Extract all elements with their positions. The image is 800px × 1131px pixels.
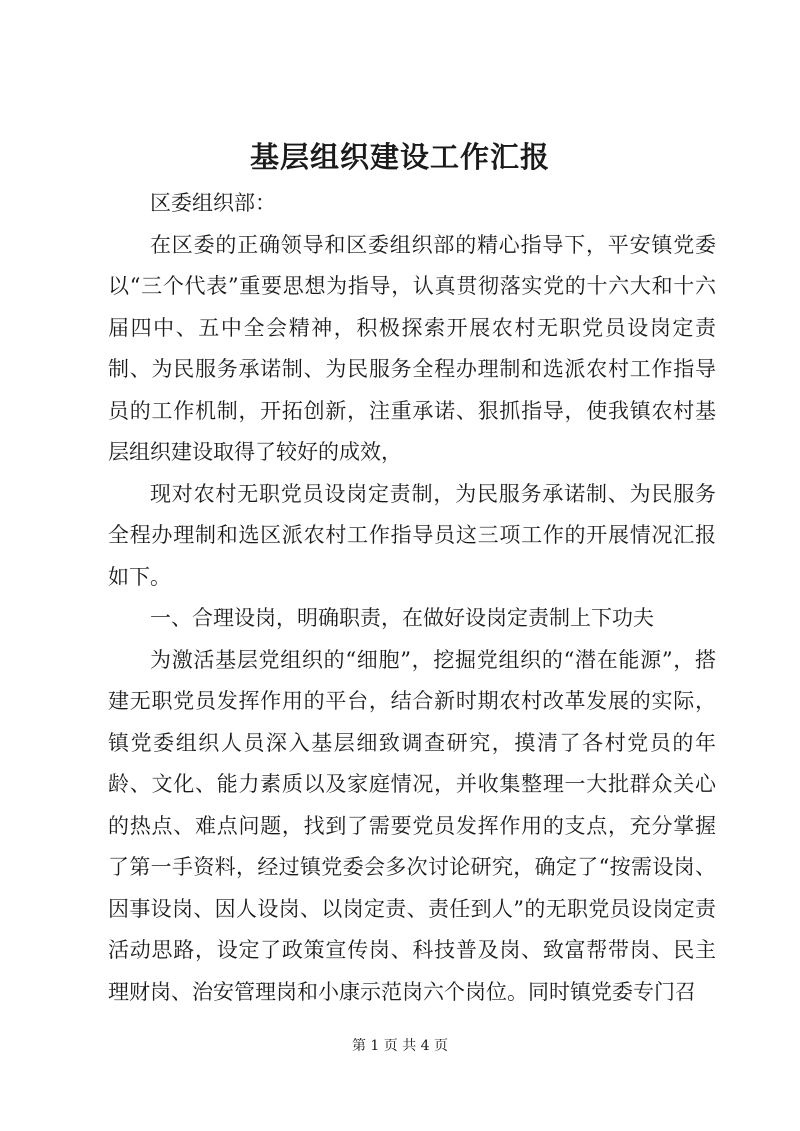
salutation: 区委组织部： (150, 191, 276, 215)
document-title: 基层组织建设工作汇报 (249, 140, 550, 174)
page-number-label: 第 1 页 共 4 页 (351, 1038, 449, 1054)
paragraph-section-1: 为激活基层党组织的“细胞”，挖掘党组织的“潜在能源”，搭建无职党员发挥作用的平台，结合新时期农村改革发展的实际，镇党委组织人员深入基层细致调查研究，摸清了各村党员的年龄、文化、能力素质以及家庭情况，并收集整理一大批群众关心的热点、难点问题，找到了需要党员发挥作用的支点，充分掌握了第一手资料，经过镇党委会多次讨论研究，确定了“按需设岗、因事设岗、因人设岗、以岗定责、责任到人”的无职党员设岗定责活动思路，设定了政策宣传岗、科技普及岗、致富帮带岗、民主理财岗、治安管理岗和小康示范岗六个岗位。同时镇党委专门召 (108, 647, 716, 1004)
document-body (108, 183, 716, 1013)
paragraph-intro: 在区委的正确领导和区委组织部的精心指导下，平安镇党委以“三个代表”重要思想为指导，认真贯彻落实党的十六大和十六届四中、五中全会精神，积极探索开展农村无职党员设岗定责制、为民服务承诺制、为民服务全程办理制和选派农村工作指导员的工作机制，开拓创新，注重承诺、狠抓指导，使我镇农村基层组织建设取得了较好的成效， (108, 232, 716, 464)
page-footer (0, 1038, 800, 1055)
paragraph-report-scope: 现对农村无职党员设岗定责制，为民服务承诺制、为民服务全程办理制和选区派农村工作指导员这三项工作的开展情况汇报如下。 (108, 481, 716, 589)
section-heading-1: 一、合理设岗，明确职责，在做好设岗定责制上下功夫 (150, 606, 654, 630)
